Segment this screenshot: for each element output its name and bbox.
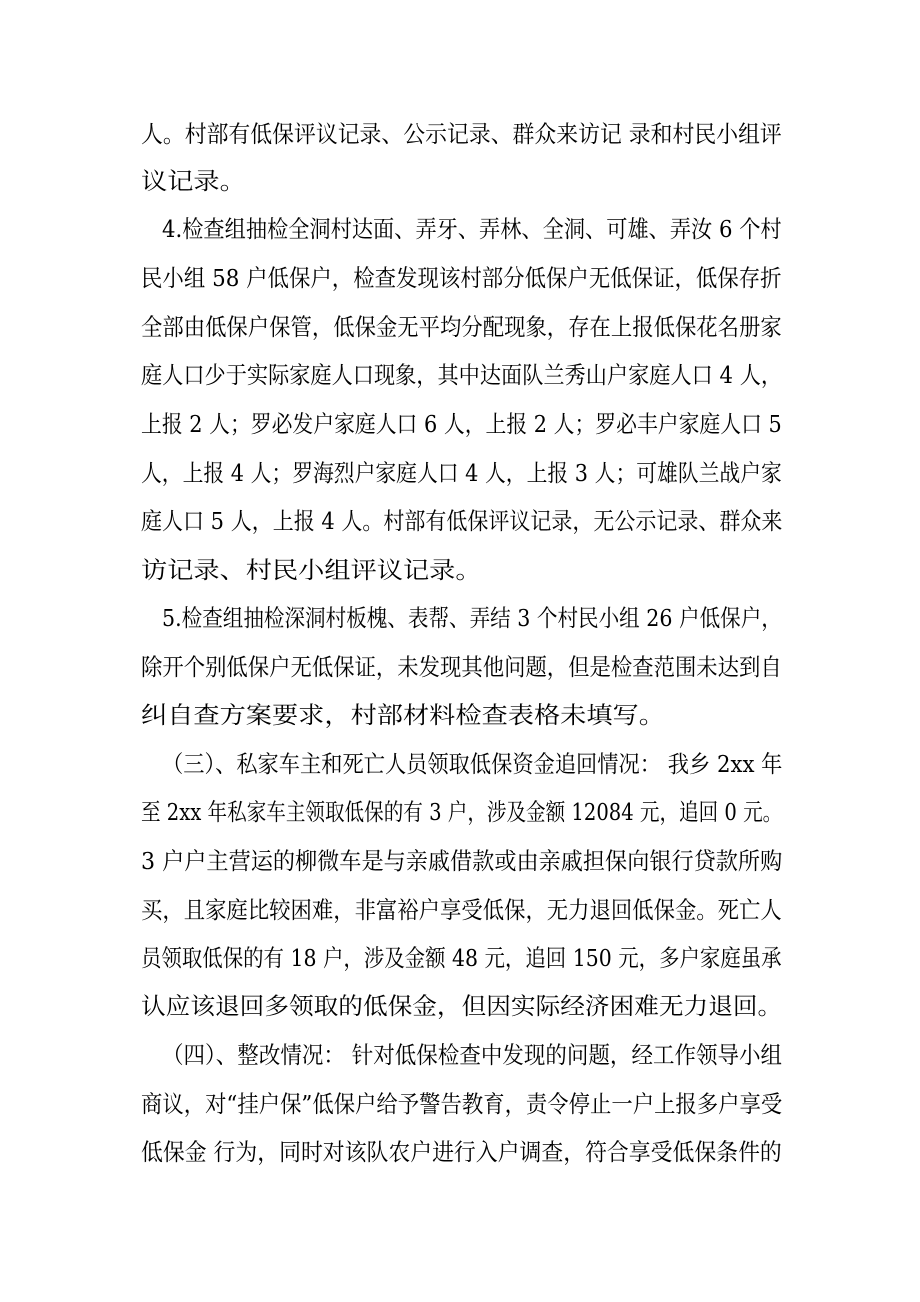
text-line: 买，且家庭比较困难，非富裕户享受低保，无力退回低保金。死亡人 xyxy=(141,896,782,924)
text-line: 访记录、村民小组评议记录。 xyxy=(141,556,482,584)
text-line: 议记录。 xyxy=(141,167,246,195)
text-line: 人。村部有低保评议记录、公示记录、群众来访记 录和村民小组评 xyxy=(141,120,782,148)
text-line: 低保金 行为，同时对该队农户进行入户调查，符合享受低保条件的 xyxy=(141,1138,782,1166)
text-line: 庭人口 5 人，上报 4 人。村部有低保评议记录，无公示记录、群众来 xyxy=(141,507,783,535)
text-line: （四）、整改情况： 针对低保检查中发现的问题，经工作领导小组 xyxy=(162,1041,783,1069)
text-line: 认应该退回多领取的低保金，但因实际经济困难无力退回。 xyxy=(141,992,783,1020)
text-line: 民小组 58 户低保户，检查发现该村部分低保户无低保证，低保存折 xyxy=(141,264,782,292)
text-line: 4.检查组抽检全洞村达面、弄牙、弄林、全洞、可雄、弄汝 6 个村 xyxy=(162,215,782,243)
text-line: 商议，对“挂户保”低保户给予警告教育，责令停止一户上报多户享受 xyxy=(141,1090,783,1118)
text-line: 至 2xx 年私家车主领取低保的有 3 户，涉及金额 12084 元，追回 0 元。 xyxy=(141,798,783,826)
text-line: 5.检查组抽检深洞村板槐、表帮、弄结 3 个村民小组 26 户低保户， xyxy=(162,604,782,632)
text-line: （三）、私家车主和死亡人员领取低保资金追回情况： 我乡 2xx 年 xyxy=(162,750,783,778)
text-line: 庭人口少于实际家庭人口现象，其中达面队兰秀山户家庭人口 4 人， xyxy=(141,361,783,389)
text-line: 上报 2 人；罗必发户家庭人口 6 人，上报 2 人；罗必丰户家庭人口 5 xyxy=(141,410,782,438)
text-line: 人，上报 4 人；罗海烈户家庭人口 4 人，上报 3 人；可雄队兰战户家 xyxy=(141,459,782,487)
text-line: 3 户户主营运的柳微车是与亲戚借款或由亲戚担保向银行贷款所购 xyxy=(141,847,783,875)
text-line: 员领取低保的有 18 户，涉及金额 48 元，追回 150 元，多户家庭虽承 xyxy=(141,944,782,972)
text-line: 除开个别低保户无低保证，未发现其他问题，但是检查范围未达到自 xyxy=(141,653,782,681)
text-line: 全部由低保户保管，低保金无平均分配现象，存在上报低保花名册家 xyxy=(141,313,782,341)
text-line: 纠自查方案要求，村部材料检查表格未填写。 xyxy=(141,701,665,729)
